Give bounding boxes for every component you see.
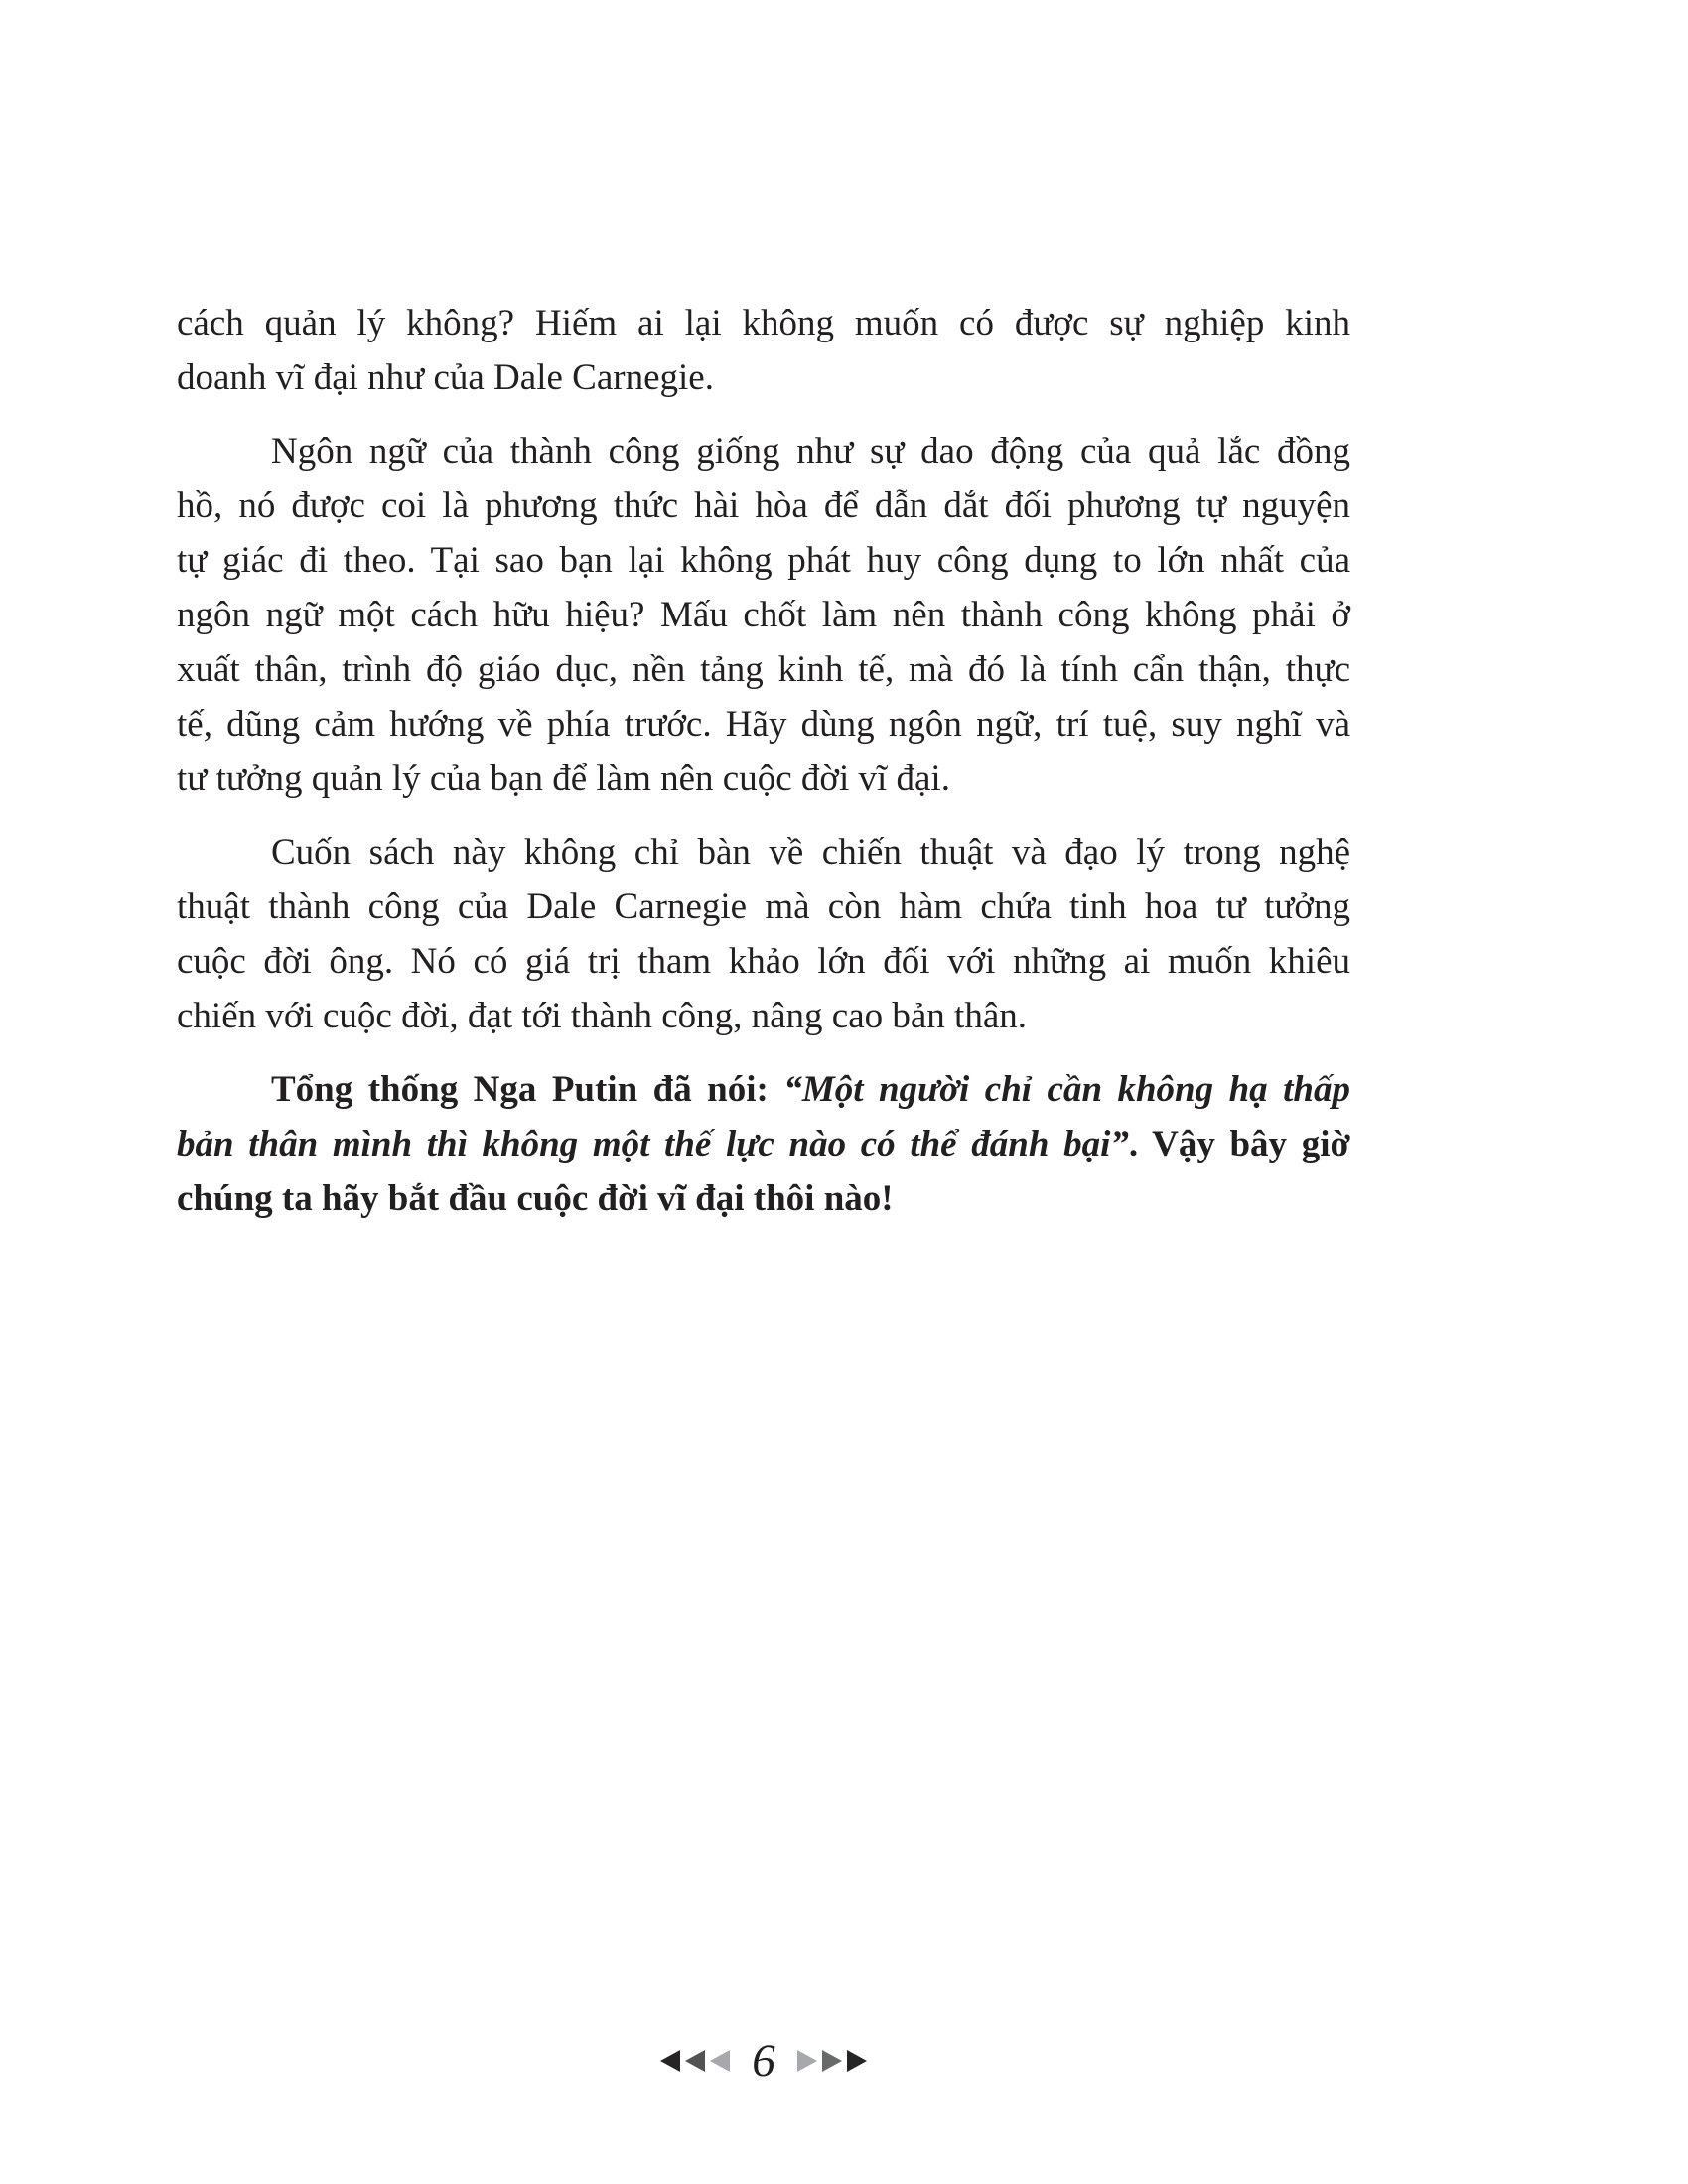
text-line bbox=[177, 1117, 1350, 1171]
text-segment: Ngôn ngữ của thành công giống như sự dao động của quả lắc đồng bbox=[271, 431, 1350, 472]
text-line bbox=[177, 934, 1350, 989]
text-line bbox=[177, 350, 1350, 405]
paragraph bbox=[177, 424, 1350, 806]
triangle-left-icon bbox=[710, 2050, 730, 2072]
text-segment: chúng ta hãy bắt đầu cuộc đời vĩ đại thôi nào! bbox=[177, 1178, 894, 1219]
text-segment: thuật thành công của Dale Carnegie mà còn hàm chứa tinh hoa tư tưởng bbox=[177, 887, 1350, 927]
text-line bbox=[177, 880, 1350, 934]
page-number: 6 bbox=[752, 2035, 775, 2087]
text-segment: . Vậy bây giờ bbox=[1128, 1124, 1350, 1164]
text-segment: tự giác đi theo. Tại sao bạn lại không phát huy công dụng to lớn nhất của bbox=[177, 540, 1350, 581]
text-line bbox=[177, 588, 1350, 642]
text-segment: cách quản lý không? Hiếm ai lại không muốn có được sự nghiệp kinh bbox=[177, 303, 1350, 343]
triangle-right-icon bbox=[797, 2050, 817, 2072]
text-segment: xuất thân, trình độ giáo dục, nền tảng kinh tế, mà đó là tính cẩn thận, thực bbox=[177, 649, 1350, 690]
triangle-right-icon bbox=[847, 2050, 867, 2072]
paragraph bbox=[177, 296, 1350, 405]
page-body bbox=[177, 296, 1350, 1226]
triangle-right-icon bbox=[822, 2050, 842, 2072]
text-line bbox=[177, 825, 1350, 880]
text-segment: doanh vĩ đại như của Dale Carnegie. bbox=[177, 357, 714, 398]
text-segment: Tổng thống Nga Putin đã nói: bbox=[271, 1069, 784, 1110]
text-line bbox=[177, 478, 1350, 533]
triangle-left-icon bbox=[660, 2050, 680, 2072]
text-line bbox=[177, 751, 1350, 806]
text-segment: hồ, nó được coi là phương thức hài hòa để dẫn dắt đối phương tự nguyện bbox=[177, 485, 1350, 526]
text-line bbox=[177, 424, 1350, 478]
text-segment: tế, dũng cảm hướng về phía trước. Hãy dùng ngôn ngữ, trí tuệ, suy nghĩ và bbox=[177, 704, 1350, 745]
next-page-arrows bbox=[797, 2050, 867, 2072]
paragraph bbox=[177, 1062, 1350, 1226]
text-line bbox=[177, 642, 1350, 697]
text-line bbox=[177, 989, 1350, 1043]
text-segment: chiến với cuộc đời, đạt tới thành công, nâng cao bản thân. bbox=[177, 996, 1028, 1036]
triangle-left-icon bbox=[685, 2050, 705, 2072]
text-segment: Cuốn sách này không chỉ bàn về chiến thuật và đạo lý trong nghệ bbox=[271, 832, 1350, 873]
text-line bbox=[177, 1062, 1350, 1117]
text-segment: tư tưởng quản lý của bạn để làm nên cuộc đời vĩ đại. bbox=[177, 758, 950, 799]
text-line bbox=[177, 533, 1350, 588]
text-line bbox=[177, 1171, 1350, 1226]
text-segment: cuộc đời ông. Nó có giá trị tham khảo lớn đối với những ai muốn khiêu bbox=[177, 941, 1350, 982]
text-line bbox=[177, 697, 1350, 751]
prev-page-arrows bbox=[660, 2050, 730, 2072]
text-segment: bản thân mình thì không một thế lực nào có thể đánh bại” bbox=[177, 1124, 1129, 1164]
text-segment: ngôn ngữ một cách hữu hiệu? Mấu chốt làm nên thành công không phải ở bbox=[177, 595, 1350, 635]
text-segment: “Một người chỉ cần không hạ thấp bbox=[783, 1069, 1350, 1110]
paragraph bbox=[177, 825, 1350, 1043]
footer-pagination bbox=[177, 2031, 1350, 2091]
text-line bbox=[177, 296, 1350, 350]
